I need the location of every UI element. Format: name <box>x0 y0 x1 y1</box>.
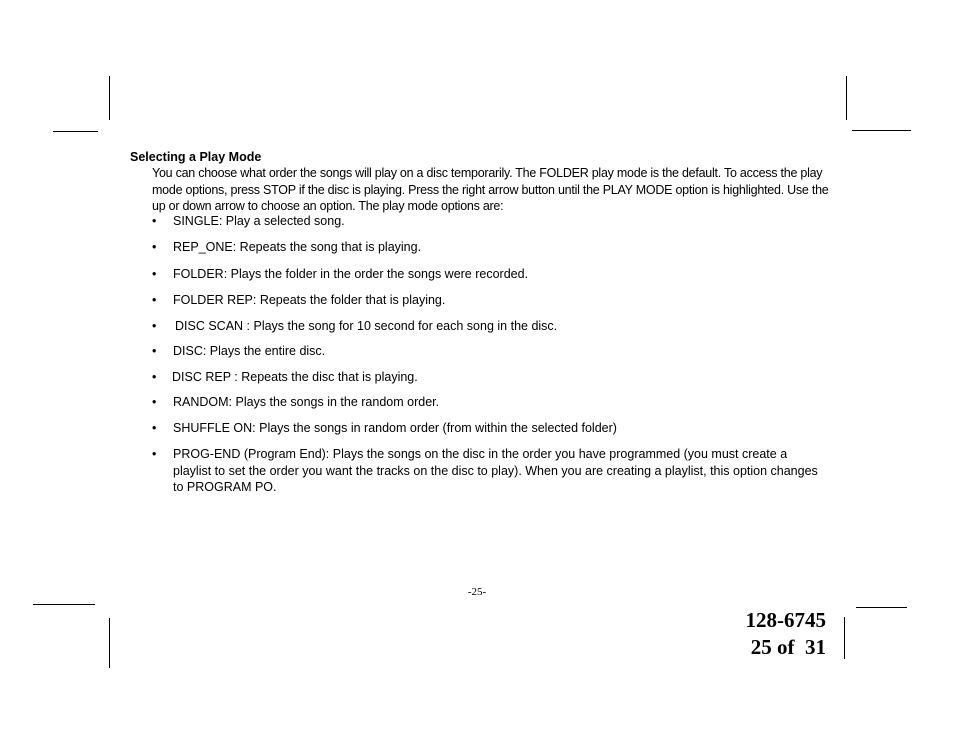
section-heading: Selecting a Play Mode <box>130 150 262 164</box>
bullet-icon: • <box>152 421 157 435</box>
list-item-text: PROG-END (Program End): Plays the songs on the disc in the order you have programmed (you must create a playlist to set the order you want the tracks on the disc to play). When you are creating a playlist, this option changes to PROGRAM PO. <box>173 447 818 494</box>
crop-mark <box>109 76 110 120</box>
bullet-icon: • <box>152 319 157 333</box>
list-item-text: DISC: Plays the entire disc. <box>173 344 326 358</box>
crop-mark <box>852 130 911 131</box>
list-item-text: FOLDER REP: Repeats the folder that is playing. <box>173 293 446 307</box>
list-item-text: SHUFFLE ON: Plays the songs in random order (from within the selected folder) <box>173 421 617 435</box>
bullet-icon: • <box>152 370 157 384</box>
list-item-text: REP_ONE: Repeats the song that is playing. <box>173 240 422 254</box>
list-item-text: DISC REP : Repeats the disc that is playing. <box>172 370 418 384</box>
bullet-icon: • <box>152 395 157 409</box>
bullet-icon: • <box>152 447 157 461</box>
list-item-text: RANDOM: Plays the songs in the random order. <box>173 395 440 409</box>
bullet-icon: • <box>152 240 157 254</box>
page-number: -25- <box>467 586 487 598</box>
crop-mark <box>109 618 110 668</box>
document-id-block <box>746 607 827 661</box>
crop-mark <box>53 131 98 132</box>
list-item-text: FOLDER: Plays the folder in the order the songs were recorded. <box>173 267 529 281</box>
bullet-icon: • <box>152 267 157 281</box>
page-of-count: 25 of 31 <box>750 635 826 659</box>
bullet-icon: • <box>152 293 157 307</box>
list-item-text: DISC SCAN : Plays the song for 10 second for each song in the disc. <box>175 319 558 333</box>
bullet-icon: • <box>152 344 157 358</box>
crop-mark <box>856 607 907 608</box>
bullet-icon: • <box>152 214 157 228</box>
document-number: 128-6745 <box>745 608 826 632</box>
crop-mark <box>844 617 845 659</box>
intro-paragraph: You can choose what order the songs will play on a disc temporarily. The FOLDER play mode is the default. To access the play mode options, press STOP if the disc is playing. Press the right arrow button until the PLAY MODE option is highlighted. Use the up or down arrow to choose an option. The play mode options are: <box>152 166 829 213</box>
list-item-text: SINGLE: Play a selected song. <box>173 214 345 228</box>
crop-mark <box>33 604 95 605</box>
crop-mark <box>846 76 847 120</box>
